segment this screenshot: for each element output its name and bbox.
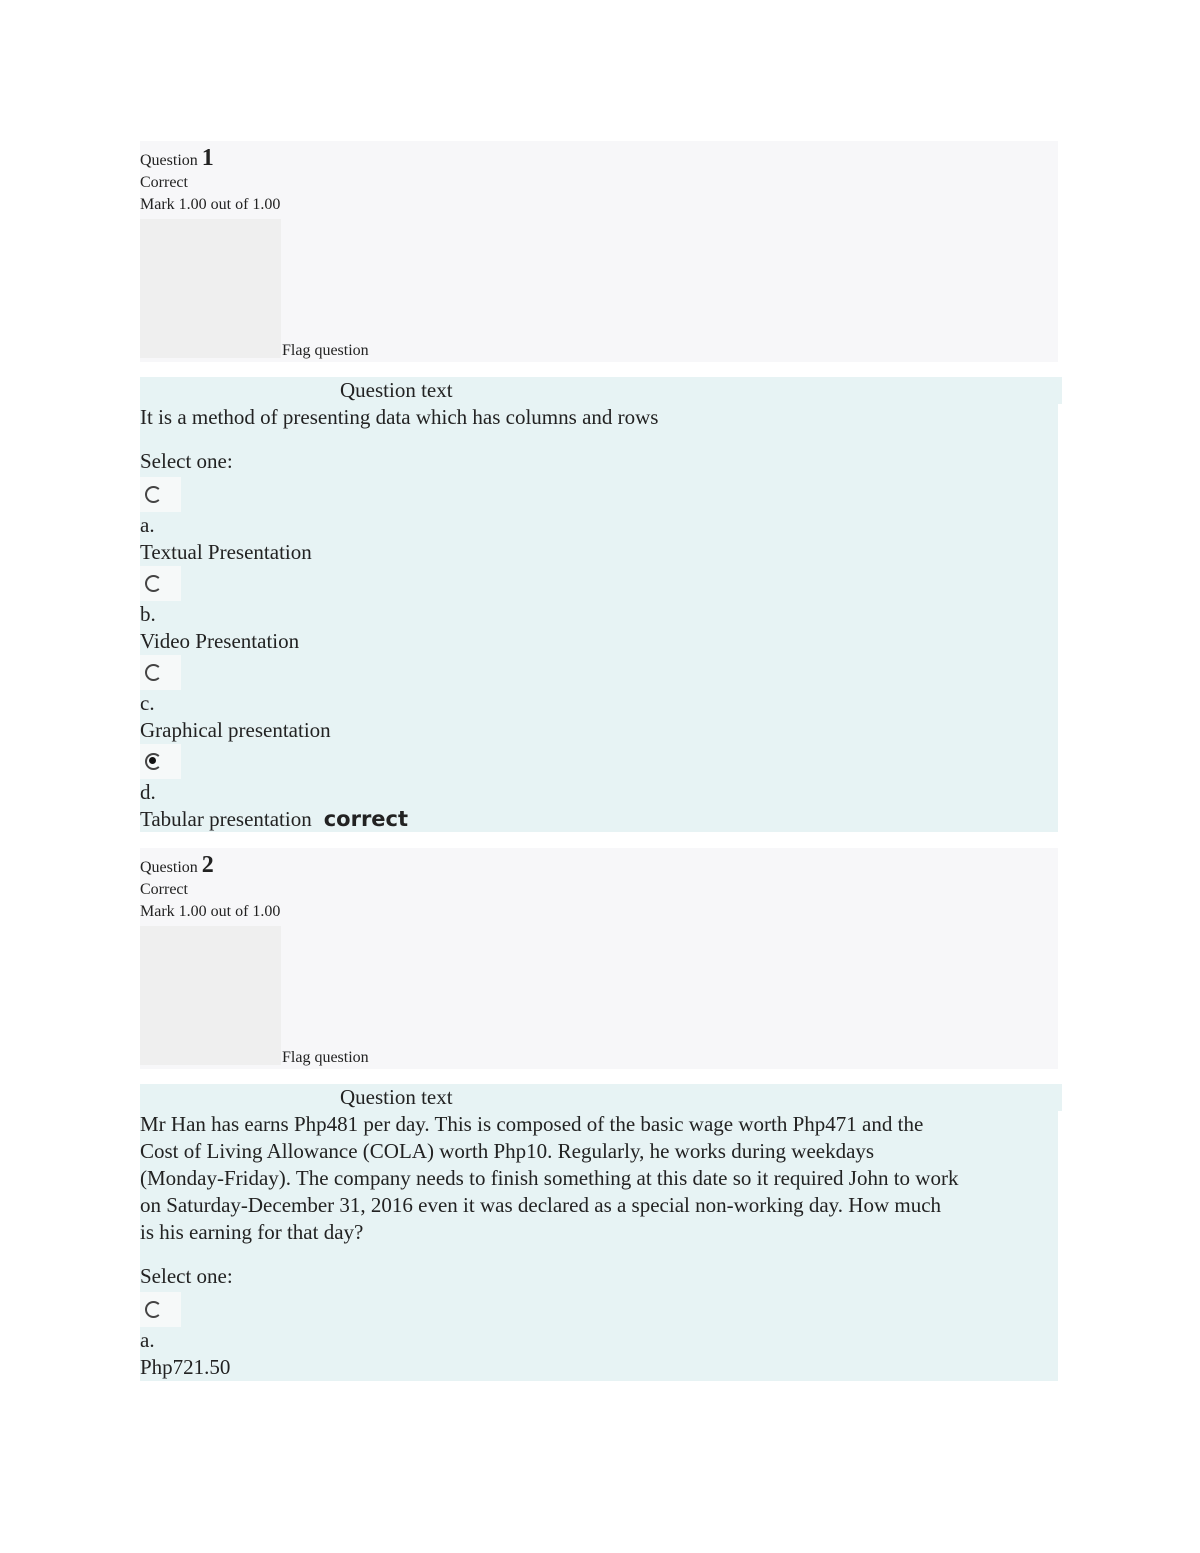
- option-text: Video Presentation: [140, 629, 300, 653]
- answer-option-d[interactable]: [140, 744, 1058, 833]
- question-number: Question 2: [140, 852, 214, 878]
- question-text: It is a method of presenting data which has columns and rows: [140, 405, 659, 429]
- radio-circle-icon: [145, 486, 162, 503]
- question-1-content: [140, 377, 1058, 832]
- question-text-heading: Question text: [340, 1084, 1062, 1111]
- question-state: Correct: [140, 881, 188, 898]
- option-text: Graphical presentation: [140, 718, 331, 742]
- radio-c[interactable]: [140, 655, 181, 690]
- radio-a[interactable]: [140, 1292, 181, 1327]
- option-text: Tabular presentation: [140, 807, 312, 831]
- correct-feedback: correct: [323, 807, 409, 831]
- question-number: Question 1: [140, 145, 214, 171]
- select-one-prompt: Select one:: [140, 1264, 233, 1288]
- question-grade: Mark 1.00 out of 1.00: [140, 196, 281, 213]
- option-text: Textual Presentation: [140, 540, 312, 564]
- question-grade: Mark 1.00 out of 1.00: [140, 903, 281, 920]
- flag-icon[interactable]: [140, 926, 281, 1065]
- question-text: Mr Han has earns Php481 per day. This is composed of the basic wage worth Php471 and the Cost of Living Allowance (COLA) worth Php10. Regularly, he works during weekdays (Monday-Friday). The company needs to finish something at this date so it required John to work on Saturday-December 31, 2016 even it was declared as a special non-working day. How much is his earning for that day?: [140, 1112, 959, 1244]
- option-letter: a.: [140, 1328, 155, 1352]
- flag-icon[interactable]: [140, 219, 281, 358]
- radio-circle-icon: [145, 1301, 162, 1318]
- radio-d[interactable]: [140, 744, 181, 779]
- flag-question-link[interactable]: Flag question: [282, 342, 369, 359]
- answer-option-a[interactable]: [140, 1292, 1058, 1381]
- question-state: Correct: [140, 174, 188, 191]
- question-text-heading: Question text: [340, 377, 1062, 404]
- option-letter: b.: [140, 602, 156, 626]
- option-text: Php721.50: [140, 1355, 231, 1379]
- answer-option-c[interactable]: [140, 655, 1058, 744]
- flag-question-link[interactable]: Flag question: [282, 1049, 369, 1066]
- radio-circle-icon: [145, 664, 162, 681]
- radio-b[interactable]: [140, 566, 181, 601]
- select-one-prompt: Select one:: [140, 449, 233, 473]
- question-2-info: [140, 848, 1058, 1069]
- radio-circle-icon: [145, 575, 162, 592]
- option-letter: d.: [140, 780, 156, 804]
- answer-option-a[interactable]: [140, 477, 1058, 566]
- radio-a[interactable]: [140, 477, 181, 512]
- radio-selected-icon: [149, 757, 156, 764]
- option-letter: c.: [140, 691, 155, 715]
- question-1-info: [140, 141, 1058, 362]
- answer-option-b[interactable]: [140, 566, 1058, 655]
- question-2-content: [140, 1084, 1058, 1381]
- option-letter: a.: [140, 513, 155, 537]
